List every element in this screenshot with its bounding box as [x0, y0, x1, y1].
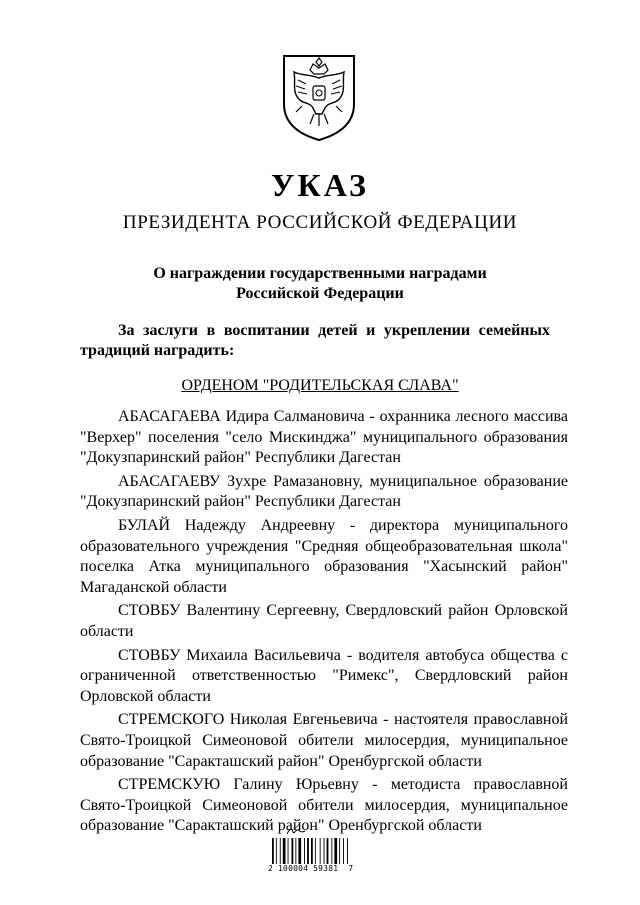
- awardee-entry: БУЛАЙ Надежду Андреевну - директора муниципального образовательного учреждения "Средняя общеобразовательная школа" поселка Атка муниципального образования "Хасынский район" Магаданской области: [80, 516, 568, 596]
- barcode-bar: [283, 838, 286, 864]
- barcode-bar: [288, 838, 289, 864]
- intro-paragraph: За заслуги в воспитании детей и укреплении семейных традиций наградить:: [80, 322, 550, 359]
- barcode: [268, 826, 372, 880]
- awardee-entry: АБАСАГАЕВА Идира Салмановича - охранника лесного массива "Верхер" поселения "село Мискинджа" муниципального образования "Докузпаринский район" Республики Дагестан: [80, 408, 568, 467]
- barcode-bar: [347, 838, 348, 864]
- awardee-entry: СТОВБУ Валентину Сергеевну, Свердловский район Орловской области: [80, 602, 568, 640]
- barcode-bars-icon: [272, 838, 362, 864]
- barcode-bar: [339, 838, 340, 864]
- order-name: [0, 377, 640, 395]
- barcode-bar: [320, 838, 321, 864]
- heading-line: О награждении государственными наградами: [153, 265, 487, 282]
- barcode-bar: [304, 838, 305, 864]
- barcode-bar: [307, 838, 309, 864]
- barcode-bar: [343, 838, 344, 864]
- barcode-bar: [327, 838, 329, 864]
- barcode-bar: [292, 838, 294, 864]
- awardee-entry: СТРЕМСКУЮ Галину Юрьевну - методиста православной Свято-Троицкой Симеоновой обители милосердия, муниципальное образование "Саракташский район" Оренбургской области: [80, 776, 568, 835]
- barcode-bar: [334, 838, 337, 864]
- signature-mark-icon: [286, 826, 306, 836]
- barcode-bar: [324, 838, 325, 864]
- barcode-bar: [295, 838, 296, 864]
- barcode-bar: [298, 838, 301, 864]
- barcode-bar: [272, 838, 274, 864]
- document-title: УКАЗ: [271, 167, 369, 203]
- awardee-entry: СТОВБУ Михаила Васильевича - водителя автобуса общества с ограниченной ответственностью "Римекс", Свердловский район Орловской области: [80, 646, 568, 705]
- awardee-entry: СТРЕМСКОГО Николая Евгеньевича - настоятеля православной Свято-Троицкой Симеоновой обители милосердия, муниципальное образование "Саракташский район" Оренбургской области: [80, 711, 568, 770]
- document-subtitle: ПРЕЗИДЕНТА РОССИЙСКОЙ ФЕДЕРАЦИИ: [122, 212, 518, 233]
- barcode-bar: [280, 838, 281, 864]
- awardee-entry: АБАСАГАЕВУ Зухре Рамазановну, муниципальное образование "Докузпаринский район" Республики Дагестан: [80, 472, 568, 511]
- barcode-number: 2 100004 59381 7: [268, 864, 354, 873]
- awardee-list: [80, 407, 568, 837]
- coat-of-arms-icon: [280, 52, 358, 142]
- barcode-bar: [311, 838, 313, 864]
- barcode-bar: [276, 838, 277, 864]
- order-name-text: ОРДЕНОМ "РОДИТЕЛЬСКАЯ СЛАВА": [181, 377, 459, 394]
- barcode-bar: [331, 838, 332, 864]
- barcode-bar: [315, 838, 316, 864]
- document-heading: [0, 264, 640, 304]
- heading-line: Российской Федерации: [236, 285, 404, 302]
